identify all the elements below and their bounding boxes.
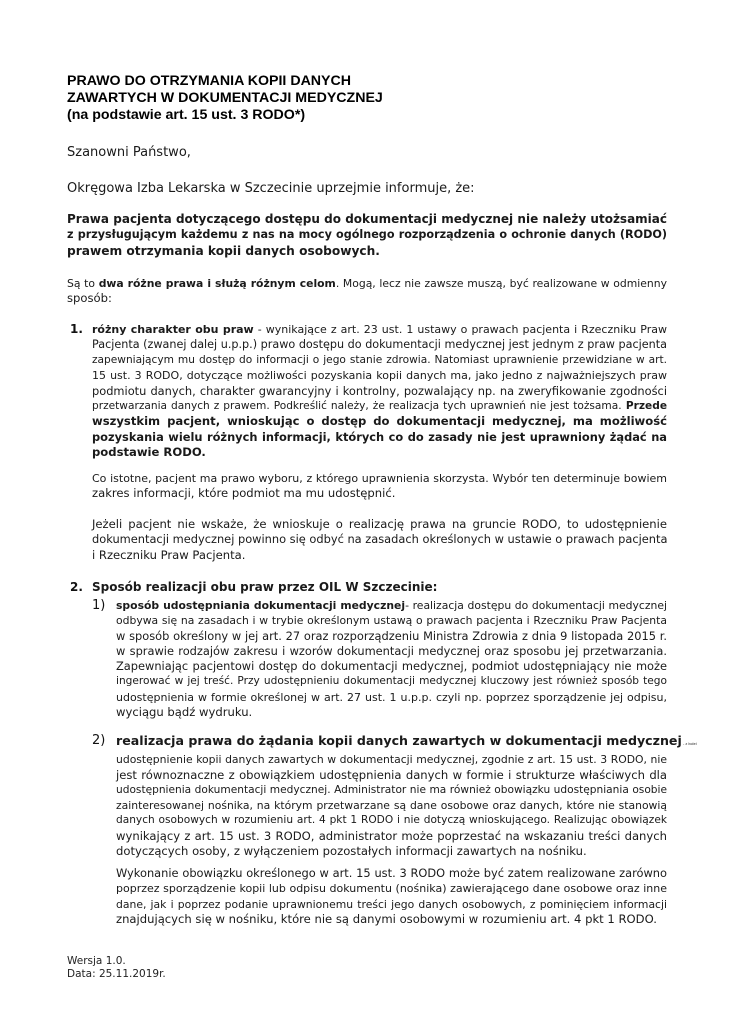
text-line: Pacjenta (zwanej dalej u.p.p.) prawo dostępu do dokumentacji medycznej jest jednym z praw pacjenta xyxy=(92,338,667,352)
item2-heading: Sposób realizacji obu praw przez OIL W Szczecinie: xyxy=(92,580,438,594)
text-run: - realizacja dostępu do dokumentacji medycznej xyxy=(405,599,667,612)
title-line: (na podstawie art. 15 ust. 3 RODO*) xyxy=(67,107,306,123)
text-line: dane, jak i poprzez podanie uprawnionemu treści jego danych osobowych, z pominięciem informacji xyxy=(116,897,667,911)
version-label: Wersja 1.0. xyxy=(67,955,126,967)
title-line: ZAWARTYCH W DOKUMENTACJI MEDYCZNEJ xyxy=(67,90,383,106)
text-line: i Rzeczniku Praw Pacjenta. xyxy=(92,547,246,562)
text-line: zainteresowanej nośnika, na którym przetwarzane są dane osobowe oraz danych, które nie stanowią xyxy=(116,799,667,813)
sub1-heading: sposób udostępniania dokumentacji medycznej xyxy=(116,599,406,612)
text-line: 15 ust. 3 RODO, dotyczące możliwości pozyskania kopii danych ma, jako jedno z najważniejszych praw xyxy=(92,369,667,383)
text-line: dotyczących osoby, z wyłączeniem pozostałych informacji zawartych na nośniku. xyxy=(116,844,587,859)
lead-paragraph xyxy=(67,211,667,259)
lead-line: z przysługującym każdemu z nas na mocy ogólnego rozporządzenia o ochronie danych (RODO) xyxy=(67,228,667,241)
text-line: Zapewniając pacjentowi dostęp do dokumentacji medycznej, podmiot udostępniający nie może xyxy=(116,659,667,674)
text-run-bold: dwa różne prawa i służą różnym celom xyxy=(98,277,336,290)
text-line: poprzez sporządzenie kopii lub odpisu dokumentu (nośnika) zawierającego dane osobowe oraz inne xyxy=(116,882,667,896)
text-run: - wynikające z art. 23 ust. 1 ustawy o prawach pacjenta i Rzeczniku Praw xyxy=(253,323,667,336)
text-line: zakres informacji, które podmiot ma mu udostępnić. xyxy=(92,486,396,501)
text-run: przetwarzania danych z prawem. Podkreślić należy, że realizacja tych uprawnień nie jest tożsama. xyxy=(92,400,622,413)
sub2-paragraph xyxy=(116,733,697,859)
text-run: . Mogą, lecz nie zawsze muszą, być realizowane w odmienny xyxy=(335,277,667,290)
text-line: zapewniającym mu dostęp do informacji o jego stanie zdrowia. Natomiast uprawnienie przewidziane w art. xyxy=(92,353,667,366)
greeting: Szanowni Państwo, xyxy=(67,145,191,160)
sub1-paragraph xyxy=(116,598,667,720)
text-line: jest równoznaczne z obowiązkiem udostępnienia danych w formie i strukturze właściwych dla xyxy=(116,767,667,782)
intro-text: Okręgowa Izba Lekarska w Szczecinie uprzejmie informuje, że: xyxy=(67,181,475,196)
document-footer xyxy=(67,955,166,980)
text-line: udostępnienie kopii danych zawartych w dokumentacji medycznej, zgodnie z art. 15 ust. 3 RODO, nie xyxy=(116,753,667,767)
text-run: Są to xyxy=(67,277,95,290)
text-line: sposób: xyxy=(67,291,112,306)
lead-line: prawem otrzymania kopii danych osobowych. xyxy=(67,244,380,258)
text-run-bold: Przede xyxy=(621,400,668,413)
lead-line: Prawa pacjenta dotyczącego dostępu do dokumentacji medycznej nie należy utożsamiać xyxy=(67,212,667,226)
text-line: Jeżeli pacjent nie wskaże, że wnioskuje o realizację prawa na gruncie RODO, to udostępnienie xyxy=(92,517,667,531)
text-line-bold: pozyskania wielu różnych informacji, których co do zasady nie jest uprawniony żądać na xyxy=(92,429,667,444)
text-line: znajdujących się w nośniku, które nie są danymi osobowymi w rozumieniu art. 4 pkt 1 RODO. xyxy=(116,911,657,926)
sublist-number: 2) xyxy=(92,733,106,748)
text-line: Co istotne, pacjent ma prawo wyboru, z którego uprawnienia skorzysta. Wybór ten determinuje bowiem xyxy=(92,472,667,485)
text-line: podmiotu danych, charakter gwarancyjny i kontrolny, pozwalający np. na zweryfikowanie zgodności xyxy=(92,383,667,398)
list-number: 1. xyxy=(70,322,83,336)
item1-paragraph-3 xyxy=(92,517,667,563)
text-line-bold: podstawie RODO. xyxy=(92,445,206,460)
text-line: Wykonanie obowiązku określonego w art. 15 ust. 3 RODO może być zatem realizowane zarówno xyxy=(116,866,667,880)
text-line: ingerować w jej treść. Przy udostępnieniu dokumentacji medycznej kluczowy jest również sposób tego xyxy=(116,675,667,688)
text-line: udostępnienia dokumentacji medycznej. Administrator nie ma również obowiązku udostępniania osobie xyxy=(116,783,667,796)
title-line: PRAWO DO OTRZYMANIA KOPII DANYCH xyxy=(67,73,352,89)
item1-paragraph xyxy=(92,322,667,461)
item1-heading: różny charakter obu praw xyxy=(92,323,254,336)
text-line: wyciągu bądź wydruku. xyxy=(116,705,253,720)
text-line-bold: wszystkim pacjent, wnioskując o dostęp do dokumentacji medycznej, ma możliwość xyxy=(92,414,667,429)
text-line: wynikający z art. 15 ust. 3 RODO, administrator może poprzestać na wskazaniu treści danych xyxy=(116,828,667,843)
text-line: dokumentacji medycznej powinno się odbyć na zasadach określonych w ustawie o prawach pacjenta xyxy=(92,532,668,547)
two-rights-paragraph xyxy=(67,276,667,307)
text-line: w sprawie rodzajów zakresu i wzorów dokumentacji medycznej oraz sposobu jej przetwarzania. xyxy=(116,643,667,658)
text-run: - z kolei xyxy=(681,742,697,746)
sub2-paragraph-2 xyxy=(116,866,667,927)
document-title xyxy=(67,73,667,124)
text-line: udostępnienia w formie określonej w art. 27 ust. 1 u.p.p. czyli np. poprzez sporządzenie jej odpisu, xyxy=(116,690,667,704)
text-line: odbywa się na zasadach i w trybie określonym ustawą o prawach pacjenta i Rzeczniku Praw Pacjenta xyxy=(116,614,667,628)
list-number: 2. xyxy=(70,580,83,594)
date-label: Data: 25.11.2019r. xyxy=(67,967,166,980)
text-line: danych osobowych w rozumieniu art. 4 pkt 1 RODO i nie dotyczą wnioskującego. Realizując obowiązek xyxy=(116,814,667,827)
item1-paragraph-2 xyxy=(92,471,667,502)
sub2-heading: realizacja prawa do żądania kopii danych zawartych w dokumentacji medycznej xyxy=(116,733,682,748)
sublist-number: 1) xyxy=(92,598,106,613)
text-line: w sposób określony w jej art. 27 oraz rozporządzeniu Ministra Zdrowia z dnia 9 listopada 2015 r. xyxy=(116,628,667,643)
